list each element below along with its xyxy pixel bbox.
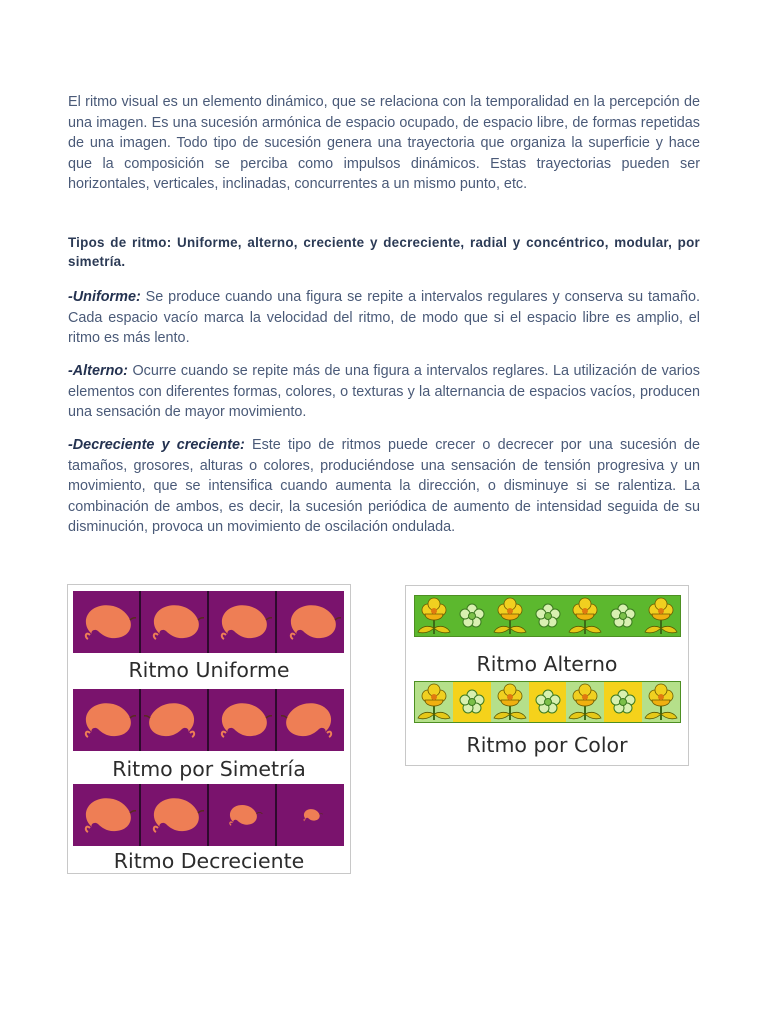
decreciente-paragraph: [68, 435, 700, 538]
leaf-tile: [73, 591, 141, 653]
leaf-icon: [76, 693, 136, 747]
flower-icon: [416, 596, 452, 636]
leaf-tile: [73, 784, 141, 846]
flower-cell: [453, 682, 491, 722]
simetria-label: Ritmo por Simetría: [112, 757, 306, 781]
flower-cell: [604, 596, 642, 636]
uniforme-body: Se produce cuando una figura se repite a intervalos regulares y conserva su tamaño. Cada espacio vacío marca la velocidad del ritmo, de modo que si el espacio libre es amplio, el ritmo es más lento.: [68, 289, 700, 346]
small-flower-icon: [530, 682, 566, 722]
decreciente-label: Ritmo Decreciente: [113, 849, 305, 873]
flower-icon: [492, 682, 528, 722]
small-flower-icon: [454, 596, 490, 636]
flower-cell: [453, 596, 491, 636]
leaf-icon: [212, 693, 272, 747]
alterno-strip: [414, 595, 681, 637]
leaf-tile: [209, 689, 277, 751]
leaf-icon: [212, 788, 272, 842]
flower-cell: [529, 682, 567, 722]
leaf-tile: [141, 591, 209, 653]
flower-icon: [567, 596, 603, 636]
flower-cell: [491, 596, 529, 636]
alterno-label: Ritmo Alterno: [476, 652, 618, 676]
leaf-icon: [76, 595, 136, 649]
decreciente-lead: -Decreciente y creciente:: [68, 437, 245, 453]
leaf-tile: [209, 784, 277, 846]
flower-icon: [416, 682, 452, 722]
leaf-tile: [277, 591, 344, 653]
leaf-icon: [281, 693, 341, 747]
rhythm-figure-left: [67, 584, 351, 874]
flower-cell: [415, 596, 453, 636]
leaf-icon: [144, 693, 204, 747]
alterno-paragraph: [68, 361, 700, 423]
flower-cell: [566, 596, 604, 636]
small-flower-icon: [605, 596, 641, 636]
small-flower-icon: [530, 596, 566, 636]
tipos-heading: Tipos de ritmo: Uniforme, alterno, creciente y decreciente, radial y concéntrico, modular, por simetría.: [68, 235, 700, 269]
color-label: Ritmo por Color: [466, 733, 628, 757]
leaf-tile: [277, 784, 344, 846]
flower-icon: [643, 682, 679, 722]
leaf-tile: [141, 784, 209, 846]
flower-icon: [567, 682, 603, 722]
flower-cell: [642, 596, 680, 636]
flower-cell: [604, 682, 642, 722]
flower-cell: [566, 682, 604, 722]
small-flower-icon: [454, 682, 490, 722]
flower-icon: [643, 596, 679, 636]
uniforme-paragraph: [68, 287, 700, 349]
leaf-icon: [212, 595, 272, 649]
decreciente-strip: [73, 784, 344, 846]
leaf-tile: [141, 689, 209, 751]
leaf-tile: [277, 689, 344, 751]
uniforme-lead: -Uniforme:: [68, 289, 141, 305]
alterno-body: Ocurre cuando se repite más de una figura a intervalos reglares. La utilización de varios elementos con diferentes formas, colores, o texturas y la alternancia de espacios vacíos, producen una sensación de mayor movimiento.: [68, 363, 700, 420]
leaf-icon: [281, 788, 341, 842]
small-flower-icon: [605, 682, 641, 722]
leaf-icon: [76, 788, 136, 842]
uniforme-strip: [73, 591, 344, 653]
flower-cell: [415, 682, 453, 722]
leaf-tile: [73, 689, 141, 751]
flower-cell: [491, 682, 529, 722]
color-strip: [414, 681, 681, 723]
rhythm-figure-right: [405, 585, 689, 766]
intro-paragraph: El ritmo visual es un elemento dinámico, que se relaciona con la temporalidad en la percepción de una imagen. Es una sucesión armónica de espacio ocupado, de espacio libre, de formas repetidas de una imagen. Todo tipo de sucesión genera una trayectoria que organiza la superficie y hace que la composición se perciba como impulsos dinámicos. Estas trayectorias pueden ser horizontales, verticales, inclinadas, concurrentes a un mismo punto, etc.: [68, 94, 700, 192]
decreciente-body: Este tipo de ritmos puede crecer o decrecer por una sucesión de tamaños, grosores, alturas o colores, produciéndose una sensación de tensión progresiva y un movimiento, que se intensifica cuando aumenta la dirección, o disminuye si se ralentiza. La combinación de ambos, es decir, la sucesión periódica de aumento de intensidad seguida de su disminución, provoca un movimiento de oscilación ondulada.: [68, 437, 700, 535]
leaf-icon: [144, 595, 204, 649]
uniforme-label: Ritmo Uniforme: [128, 658, 290, 682]
leaf-icon: [281, 595, 341, 649]
leaf-icon: [144, 788, 204, 842]
flower-icon: [492, 596, 528, 636]
alterno-lead: -Alterno:: [68, 363, 128, 379]
simetria-strip: [73, 689, 344, 751]
leaf-tile: [209, 591, 277, 653]
flower-cell: [642, 682, 680, 722]
flower-cell: [529, 596, 567, 636]
